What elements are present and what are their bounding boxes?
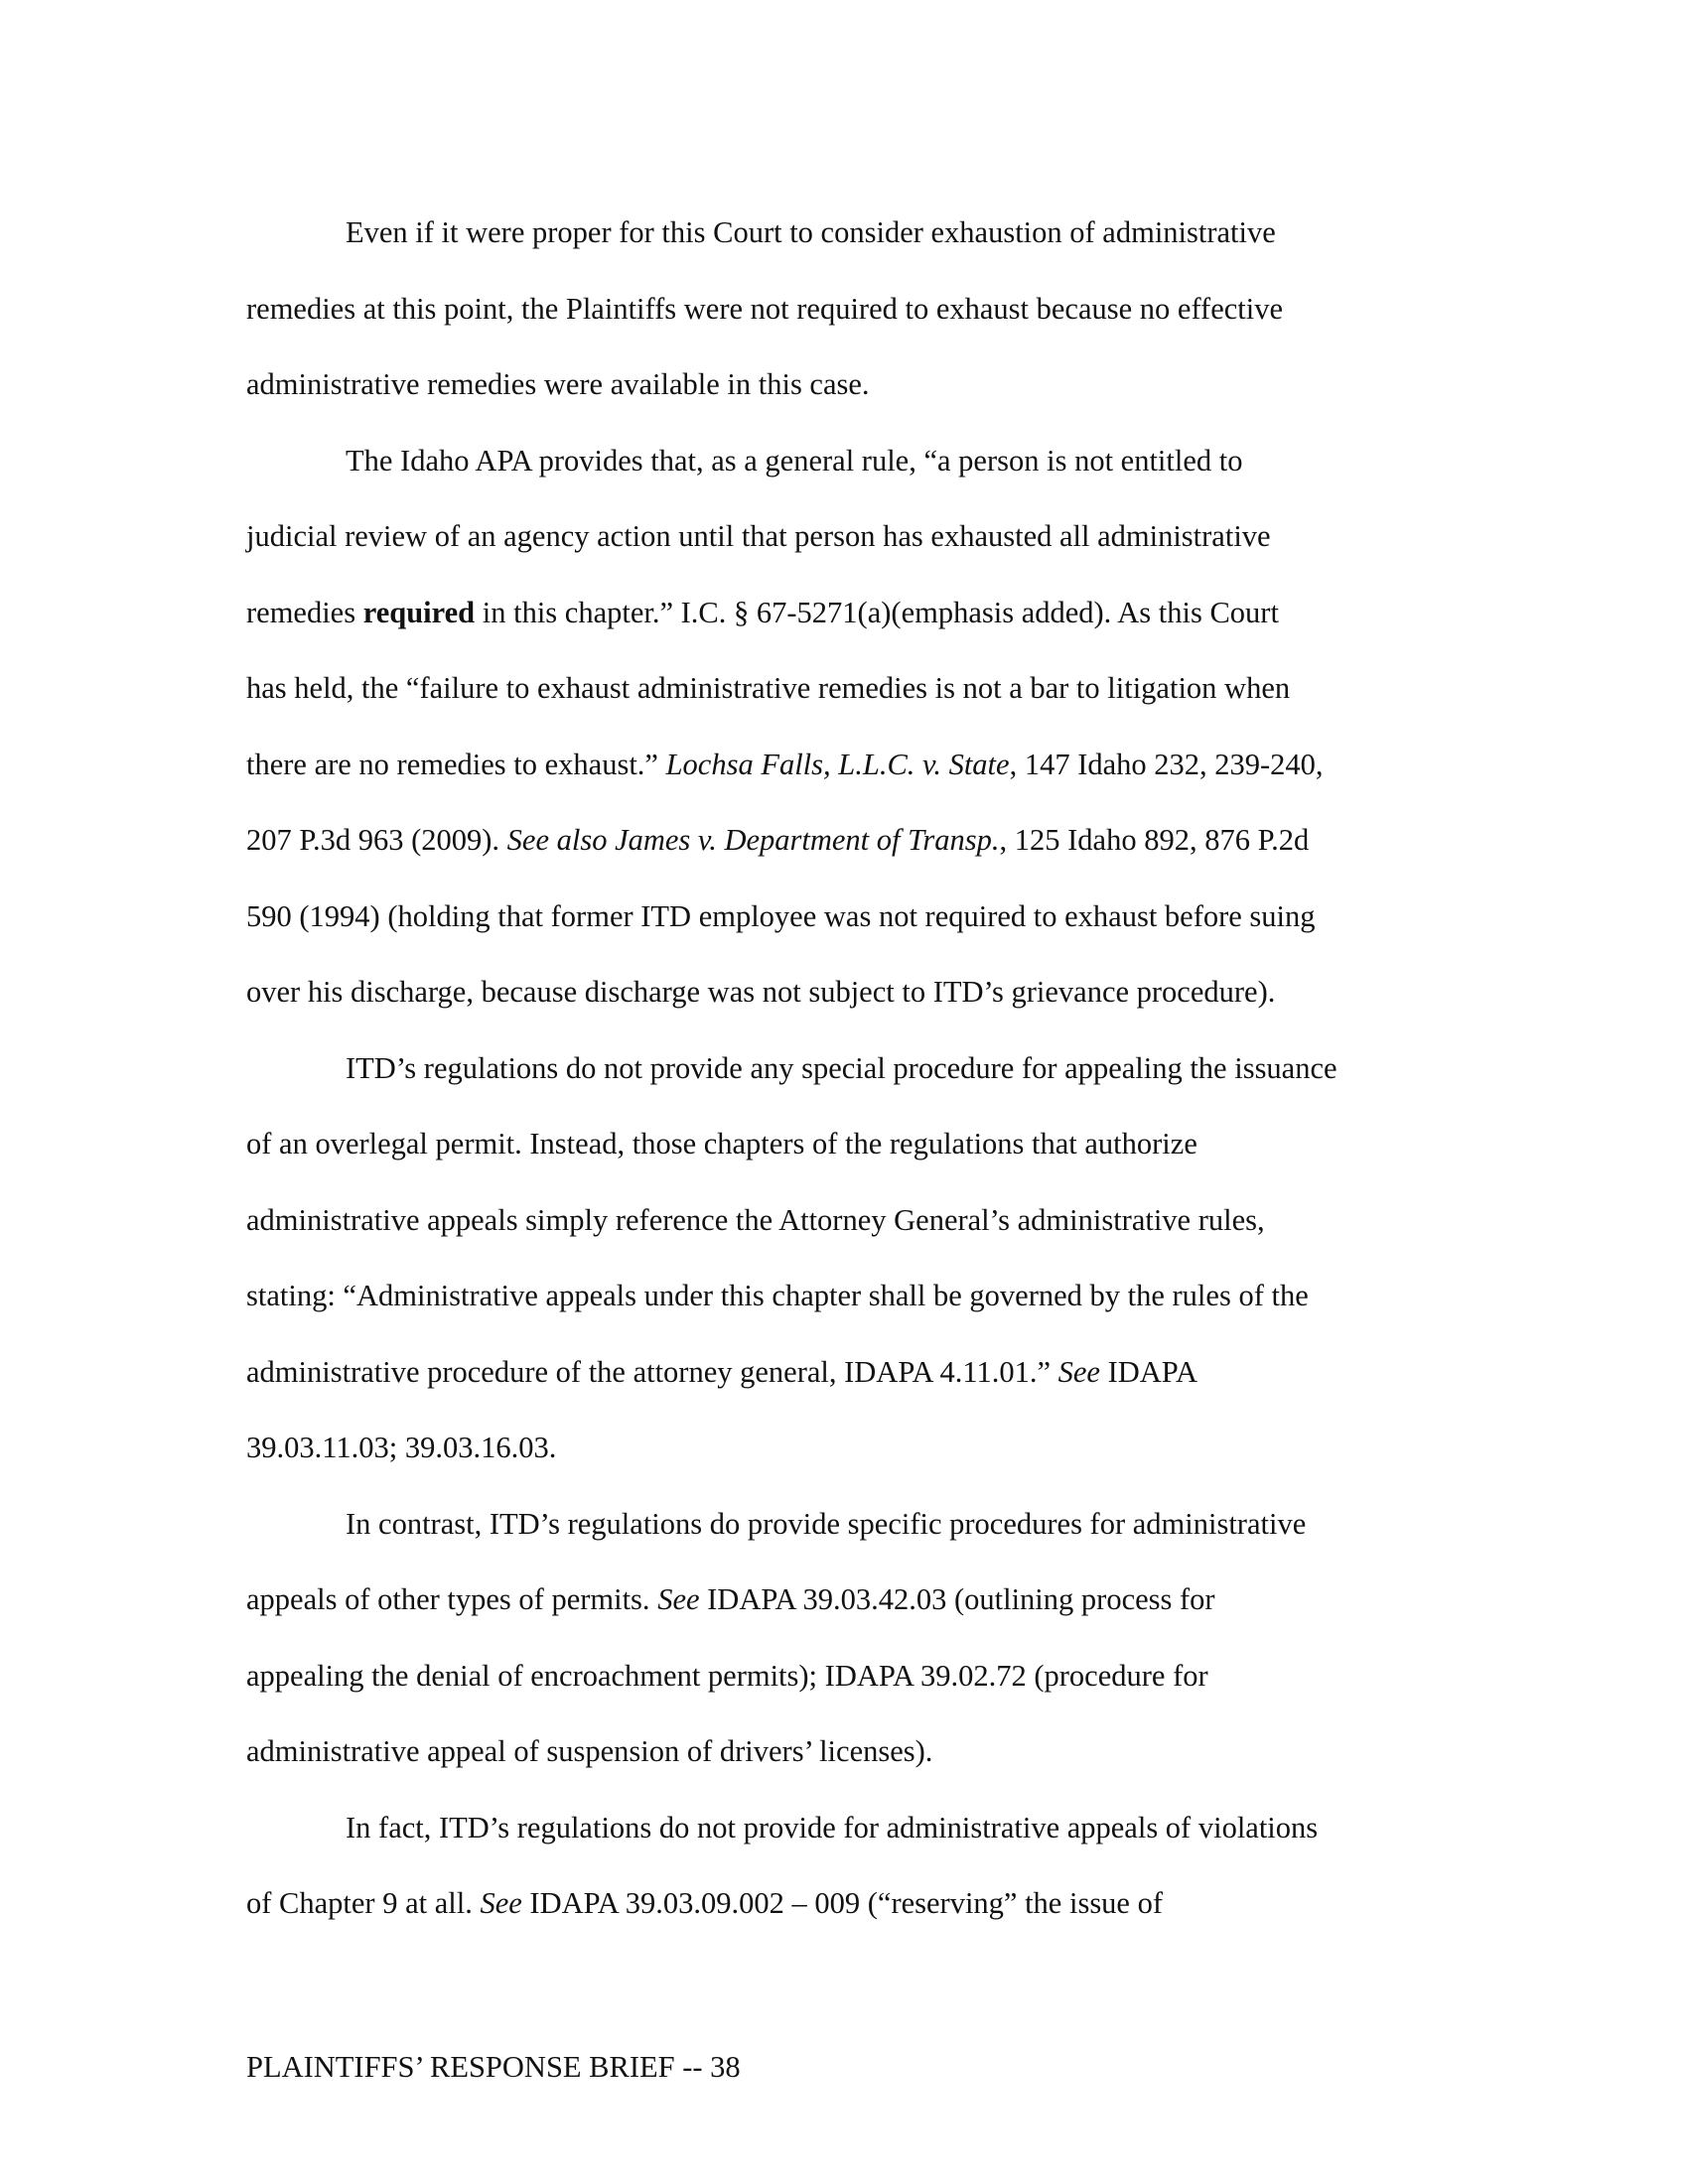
- text-run: has held, the “failure to exhaust administrative remedies is not a bar to litigation when: [246, 671, 1291, 705]
- case-citation-italic: See also James v. Department of Transp.: [506, 823, 1000, 857]
- text-run: , 125 Idaho 892, 876 P.2d: [999, 823, 1310, 857]
- text-run: 590 (1994) (holding that former ITD employee was not required to exhaust before suing: [246, 898, 1316, 933]
- text-line: [246, 1638, 1438, 1714]
- text-run: of Chapter 9 at all.: [246, 1886, 481, 1920]
- text-line: [246, 650, 1438, 727]
- text-run: IDAPA 39.03.09.002 – 009 (“reserving” the issue of: [521, 1886, 1164, 1920]
- text-run: in this chapter.” I.C. § 67-5271(a)(emphasis added). As this Court: [475, 595, 1279, 629]
- text-run: stating: “Administrative appeals under this chapter shall be governed by the rules of the: [246, 1279, 1309, 1312]
- text-line: [246, 271, 1438, 347]
- text-line: [246, 1865, 1438, 1942]
- text-line: [246, 1562, 1438, 1638]
- text-line: [246, 954, 1438, 1030]
- text-run: administrative appeals simply reference the Attorney General’s administrative rules,: [246, 1202, 1265, 1237]
- body-paragraph: [246, 1030, 1438, 1486]
- text-line: [246, 346, 1438, 423]
- text-line: [246, 498, 1438, 575]
- text-line: [246, 727, 1438, 803]
- text-line: [246, 802, 1438, 879]
- text-run: appealing the denial of encroachment permits); IDAPA 39.02.72 (procedure for: [246, 1658, 1208, 1693]
- text-run: In contrast, ITD’s regulations do provide specific procedures for administrative: [346, 1506, 1307, 1541]
- text-line: [246, 879, 1438, 955]
- text-line: [246, 1258, 1438, 1334]
- text-line: [246, 1030, 1438, 1107]
- text-line: [246, 1106, 1438, 1182]
- text-run: IDAPA 39.03.42.03 (outlining process for: [699, 1582, 1215, 1616]
- body-paragraph: [246, 1790, 1438, 1942]
- text-run: The Idaho APA provides that, as a general rule, “a person is not entitled to: [346, 443, 1243, 478]
- document-body: [246, 195, 1438, 1942]
- case-citation-italic: Lochsa Falls, L.L.C. v. State: [665, 747, 1010, 781]
- text-run: administrative appeal of suspension of drivers’ licenses).: [246, 1734, 933, 1768]
- emphasis-bold: required: [362, 595, 476, 629]
- text-run: administrative remedies were available in this case.: [246, 367, 870, 401]
- text-run: remedies: [246, 595, 363, 629]
- text-line: [246, 423, 1438, 499]
- text-run: remedies at this point, the Plaintiffs were not required to exhaust because no effective: [246, 291, 1284, 326]
- text-run: 39.03.11.03; 39.03.16.03.: [246, 1431, 557, 1464]
- text-line: [246, 195, 1438, 271]
- text-line: [246, 1410, 1438, 1486]
- text-run: 207 P.3d 963 (2009).: [246, 823, 507, 857]
- page-footer: PLAINTIFFS’ RESPONSE BRIEF -- 38: [246, 2050, 741, 2084]
- text-run: Even if it were proper for this Court to consider exhaustion of administrative: [346, 215, 1276, 249]
- text-line: [246, 575, 1438, 651]
- body-paragraph: [246, 195, 1438, 423]
- text-line: [246, 1334, 1438, 1411]
- text-run: administrative procedure of the attorney general, IDAPA 4.11.01.”: [246, 1354, 1058, 1389]
- case-citation-italic: See: [480, 1886, 522, 1920]
- text-run: over his discharge, because discharge was not subject to ITD’s grievance procedure).: [246, 975, 1276, 1009]
- case-citation-italic: See: [1057, 1354, 1100, 1389]
- text-run: In fact, ITD’s regulations do not provide for administrative appeals of violations: [346, 1810, 1319, 1844]
- text-line: [246, 1713, 1438, 1790]
- text-run: IDAPA: [1099, 1354, 1197, 1389]
- text-run: , 147 Idaho 232, 239-240,: [1009, 747, 1324, 781]
- text-line: [246, 1486, 1438, 1563]
- text-line: [246, 1790, 1438, 1866]
- text-run: ITD’s regulations do not provide any special procedure for appealing the issuance: [346, 1050, 1337, 1085]
- text-run: judicial review of an agency action until that person has exhausted all administrative: [246, 519, 1271, 553]
- body-paragraph: [246, 1486, 1438, 1790]
- text-run: of an overlegal permit. Instead, those chapters of the regulations that authorize: [246, 1127, 1197, 1160]
- text-run: appeals of other types of permits.: [246, 1582, 658, 1616]
- case-citation-italic: See: [657, 1582, 700, 1616]
- text-run: there are no remedies to exhaust.”: [246, 747, 666, 781]
- body-paragraph: [246, 423, 1438, 1030]
- text-line: [246, 1182, 1438, 1259]
